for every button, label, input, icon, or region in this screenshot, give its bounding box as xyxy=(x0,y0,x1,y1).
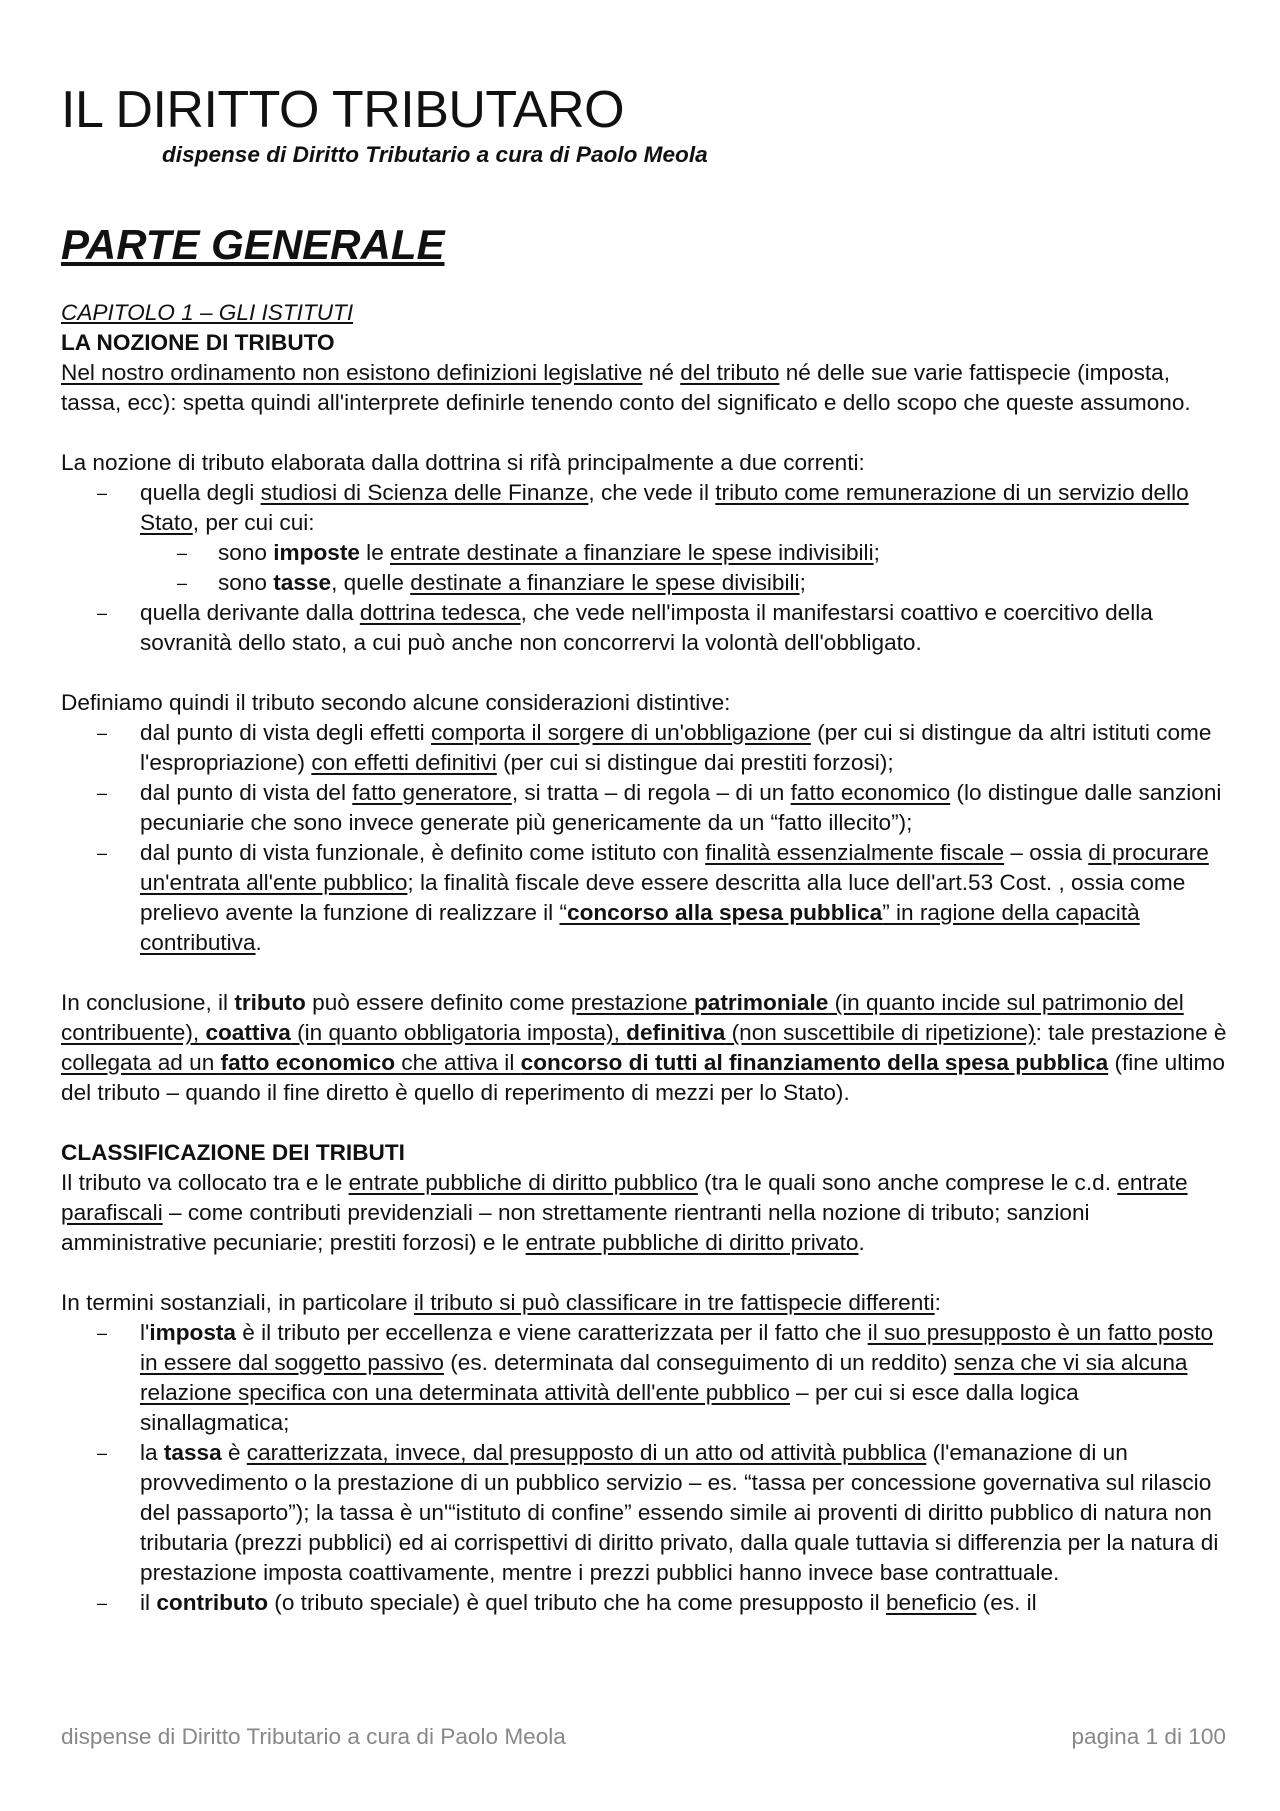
dash-bullet: – xyxy=(97,843,108,863)
list-item: – la tassa è caratterizzata, invece, dal presupposto di un atto od attività pubblica (l'emanazione di un provvedimento o la prestazione di un pubblico servizio – es. “tassa per concessione governativa sul rilascio del passaporto”); la tassa è un'“istituto di confine” essendo simile ai proventi di diritto pubblico di natura non tributaria (prezzi pubblici) ed ai corrispettivi di diritto privato, dalla quale tuttavia si differenzia per la natura di prestazione imposta coattivamente, mentre i prezzi pubblici hanno invece base contrattuale. xyxy=(97,1440,1219,1585)
list-item: – il contributo (o tributo speciale) è quel tributo che ha come presupposto il beneficio (es. il xyxy=(61,1588,1231,1618)
page-number: pagina 1 di 100 xyxy=(1071,1724,1226,1749)
dash-bullet: – xyxy=(97,483,108,503)
paragraph: Nel nostro ordinamento non esistono definizioni legislative né del tributo né delle sue varie fattispecie (imposta, tassa, ecc): spetta quindi all'interprete definirle tenendo conto del significato e dello scopo che queste assumono. xyxy=(61,360,1191,415)
paragraph: In conclusione, il tributo può essere definito come prestazione patrimoniale (in quanto incide sul patrimonio del contribuente), coattiva (in quanto obbligatoria imposta), definitiva (non suscettibile di ripetizione): tale prestazione è collegata ad un fatto economico che attiva il concorso di tutti al finanziamento della spesa pubblica (fine ultimo del tributo – quando il fine diretto è quello di reperimento di mezzi per lo Stato). xyxy=(61,990,1227,1105)
list-item: – dal punto di vista del fatto generatore, si tratta – di regola – di un fatto economico (lo distingue dalle sanzioni pecuniarie che sono invece generate più genericamente da un “fatto illecito”); xyxy=(97,780,1222,835)
paragraph: La nozione di tributo elaborata dalla dottrina si rifà principalmente a due correnti: xyxy=(61,450,865,475)
dash-bullet: – xyxy=(97,603,108,623)
dash-bullet: – xyxy=(97,723,108,743)
section-title-nozione: LA NOZIONE DI TRIBUTO xyxy=(61,330,335,355)
dash-bullet: – xyxy=(97,1323,108,1343)
list-item: – l'imposta è il tributo per eccellenza e viene caratterizzata per il fatto che il suo presupposto è un fatto posto in essere dal soggetto passivo (es. determinata dal conseguimento di un reddito) senza che vi sia alcuna relazione specifica con una determinata attività dell'ente pubblico – per cui si esce dalla logica sinallagmatica; xyxy=(97,1320,1214,1435)
list-item: – sono imposte le entrate destinate a finanziare le spese indivisibili; xyxy=(61,538,1231,568)
bullet-list xyxy=(61,718,1231,958)
footer-left-text: dispense di Diritto Tributario a cura di Paolo Meola xyxy=(61,1724,566,1749)
dash-bullet: – xyxy=(177,573,188,593)
paragraph: Il tributo va collocato tra e le entrate pubbliche di diritto pubblico (tra le quali sono anche comprese le c.d. entrate parafiscali – come contributi previdenziali – non strettamente rientranti nella nozione di tributo; sanzioni amministrative pecuniarie; prestiti forzosi) e le entrate pubbliche di diritto privato. xyxy=(61,1170,1188,1255)
dash-bullet: – xyxy=(97,1593,108,1613)
list-item: – quella derivante dalla dottrina tedesca, che vede nell'imposta il manifestarsi coattivo e coercitivo della sovranità dello stato, a cui può anche non concorrervi la volontà dell'obbligato. xyxy=(97,600,1153,655)
list-item: – sono tasse, quelle destinate a finanziare le spese divisibili; xyxy=(61,568,1231,598)
page-content xyxy=(61,80,1231,1618)
paragraph: Definiamo quindi il tributo secondo alcune considerazioni distintive: xyxy=(61,690,731,715)
dash-bullet: – xyxy=(97,1443,108,1463)
bullet-list xyxy=(61,478,1231,538)
paragraph: In termini sostanziali, in particolare il tributo si può classificare in tre fattispecie differenti: xyxy=(61,1290,941,1315)
document-title: IL DIRITTO TRIBUTARO xyxy=(61,81,625,139)
dash-bullet: – xyxy=(97,783,108,803)
list-item: – dal punto di vista funzionale, è definito come istituto con finalità essenzialmente fiscale – ossia di procurare un'entrata all'ente pubblico; la finalità fiscale deve essere descritta alla luce dell'art.53 Cost. , ossia come prelievo avente la funzione di realizzare il “concorso alla spesa pubblica” in ragione della capacità contributiva. xyxy=(97,840,1209,955)
list-item: – dal punto di vista degli effetti comporta il sorgere di un'obbligazione (per cui si distingue da altri istituti come l'espropriazione) con effetti definitivi (per cui si distingue dai prestiti forzosi); xyxy=(97,720,1212,775)
sub-bullet-list xyxy=(61,538,1231,598)
chapter-title: CAPITOLO 1 – GLI ISTITUTI xyxy=(61,300,354,325)
list-item: – quella degli studiosi di Scienza delle Finanze, che vede il tributo come remunerazione di un servizio dello Stato, per cui cui: xyxy=(97,480,1189,535)
page-footer xyxy=(61,1722,1226,1752)
bullet-list xyxy=(61,598,1231,658)
dash-bullet: – xyxy=(177,543,188,563)
bullet-list xyxy=(61,1318,1231,1618)
document-subtitle: dispense di Diritto Tributario a cura di Paolo Meola xyxy=(162,142,708,167)
section-title-classificazione: CLASSIFICAZIONE DEI TRIBUTI xyxy=(61,1140,405,1165)
part-title: PARTE GENERALE xyxy=(61,221,445,268)
